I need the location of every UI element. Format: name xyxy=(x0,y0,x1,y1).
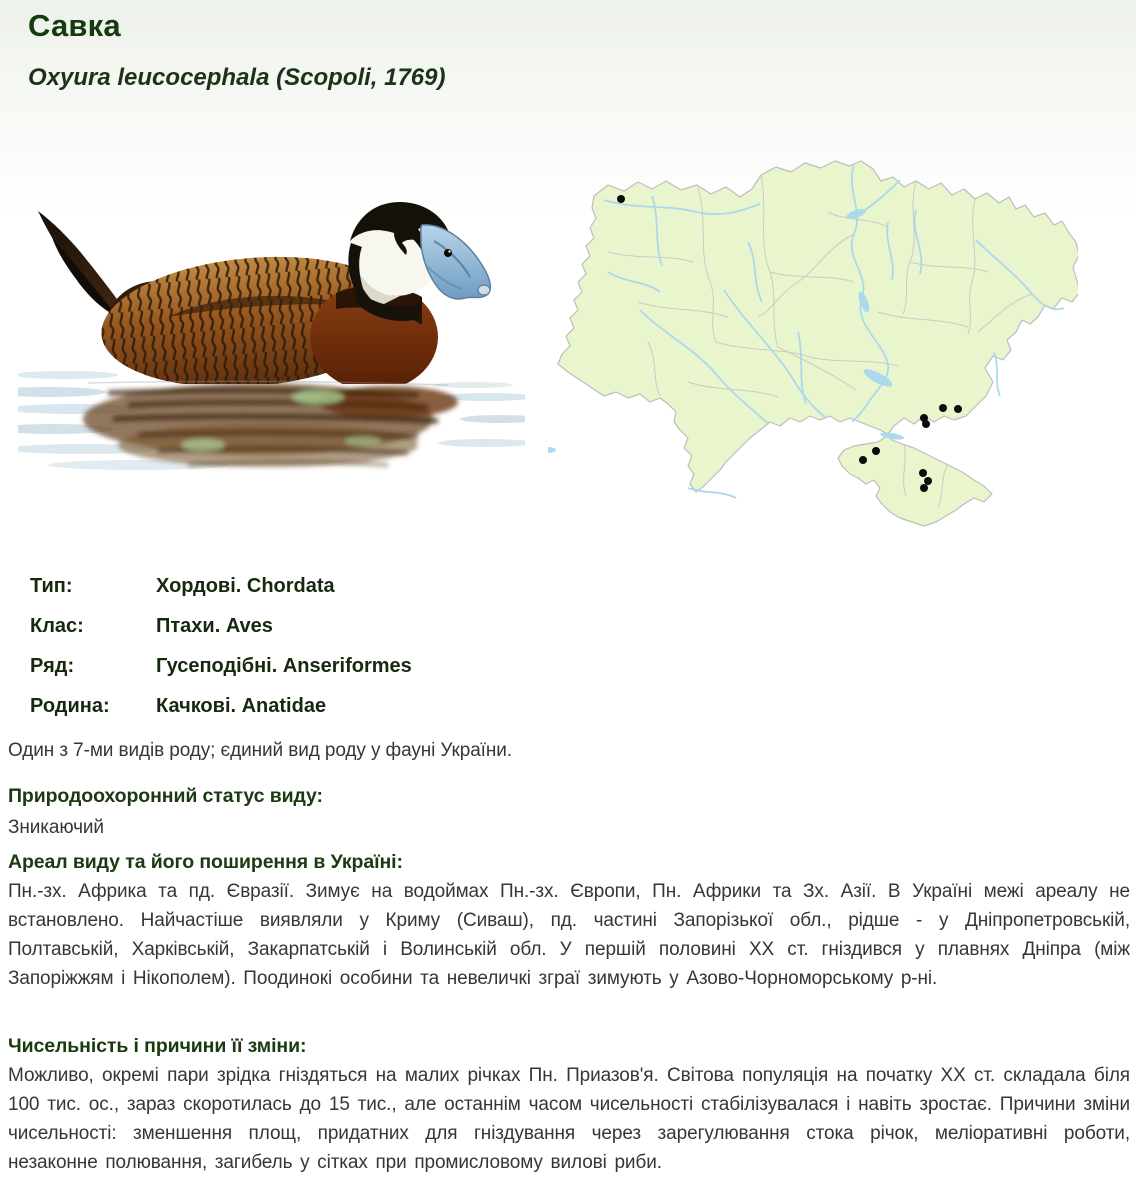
taxonomy-value: Качкові. Anatidae xyxy=(156,694,327,717)
section-heading-status: Природоохоронний статус виду: xyxy=(8,785,323,807)
section-body-status: Зникаючий xyxy=(8,817,104,838)
record-dot xyxy=(859,456,867,464)
taxonomy-row-class xyxy=(30,606,412,646)
page-title: Савка xyxy=(28,8,121,43)
record-dot xyxy=(617,195,625,203)
record-dot xyxy=(919,469,927,477)
record-dot xyxy=(872,447,880,455)
taxonomy-value: Хордові. Chordata xyxy=(156,574,335,597)
section-heading-numbers: Чисельність і причини її зміни: xyxy=(8,1035,307,1057)
intro-line: Один з 7-ми видів роду; єдиний вид роду у фауні України. xyxy=(8,740,512,761)
taxonomy-row-order xyxy=(30,646,412,686)
section-body-areal: Пн.-зх. Африка та пд. Євразії. Зимує на водоймах Пн.-зх. Європи, Пн. Африки та Зх. Азії. В Україні межі ареалу не встановлено. Найчастіше виявляли у Криму (Сиваш), пд. частині Запорізької обл., рідше - у Дніпропетровській, Полтавській, Харківській, Закарпатській і Волинській обл. У першій половині XX ст. гніздився у плавнях Дніпра (між Запоріжжям і Нікополем). Поодинокі особини та невеличкі зграї зимують у Азово-Чорноморському р-ні. xyxy=(8,881,1130,989)
taxonomy-table xyxy=(30,566,412,726)
taxonomy-value: Гусеподібні. Anseriformes xyxy=(156,654,412,677)
scientific-name: Oxyura leucocephala (Scopoli, 1769) xyxy=(28,64,446,91)
taxonomy-label: Родина: xyxy=(30,694,110,717)
distribution-map xyxy=(548,152,1078,542)
duck-illustration xyxy=(18,197,525,475)
record-dot xyxy=(920,484,928,492)
taxonomy-label: Тип: xyxy=(30,574,73,597)
record-dot xyxy=(939,404,947,412)
taxonomy-value: Птахи. Aves xyxy=(156,614,273,637)
taxonomy-row-family xyxy=(30,686,412,726)
ukraine-outline xyxy=(558,161,1078,526)
taxonomy-label: Ряд: xyxy=(30,654,75,677)
taxonomy-row-type xyxy=(30,566,412,606)
record-dot xyxy=(954,405,962,413)
section-heading-areal: Ареал виду та його поширення в Україні: xyxy=(8,851,403,873)
section-body-numbers: Можливо, окремі пари зрідка гніздяться на малих річках Пн. Приазов'я. Світова популяція на початку XX ст. складала біля 100 тис. ос., зараз скоротилась до 15 тис., але останнім часом чисельності стабілізувалася і навіть зростає. Причини зміни чисельності: зменшення площ, придатних для гніздування через зарегулювання стока річок, меліоративні роботи, незаконне полювання, загибель у сітках при промисловому вилові риби. xyxy=(8,1065,1130,1173)
duck-eye xyxy=(444,249,452,257)
record-dot xyxy=(922,420,930,428)
record-dot xyxy=(924,477,932,485)
taxonomy-label: Клас: xyxy=(30,614,84,637)
